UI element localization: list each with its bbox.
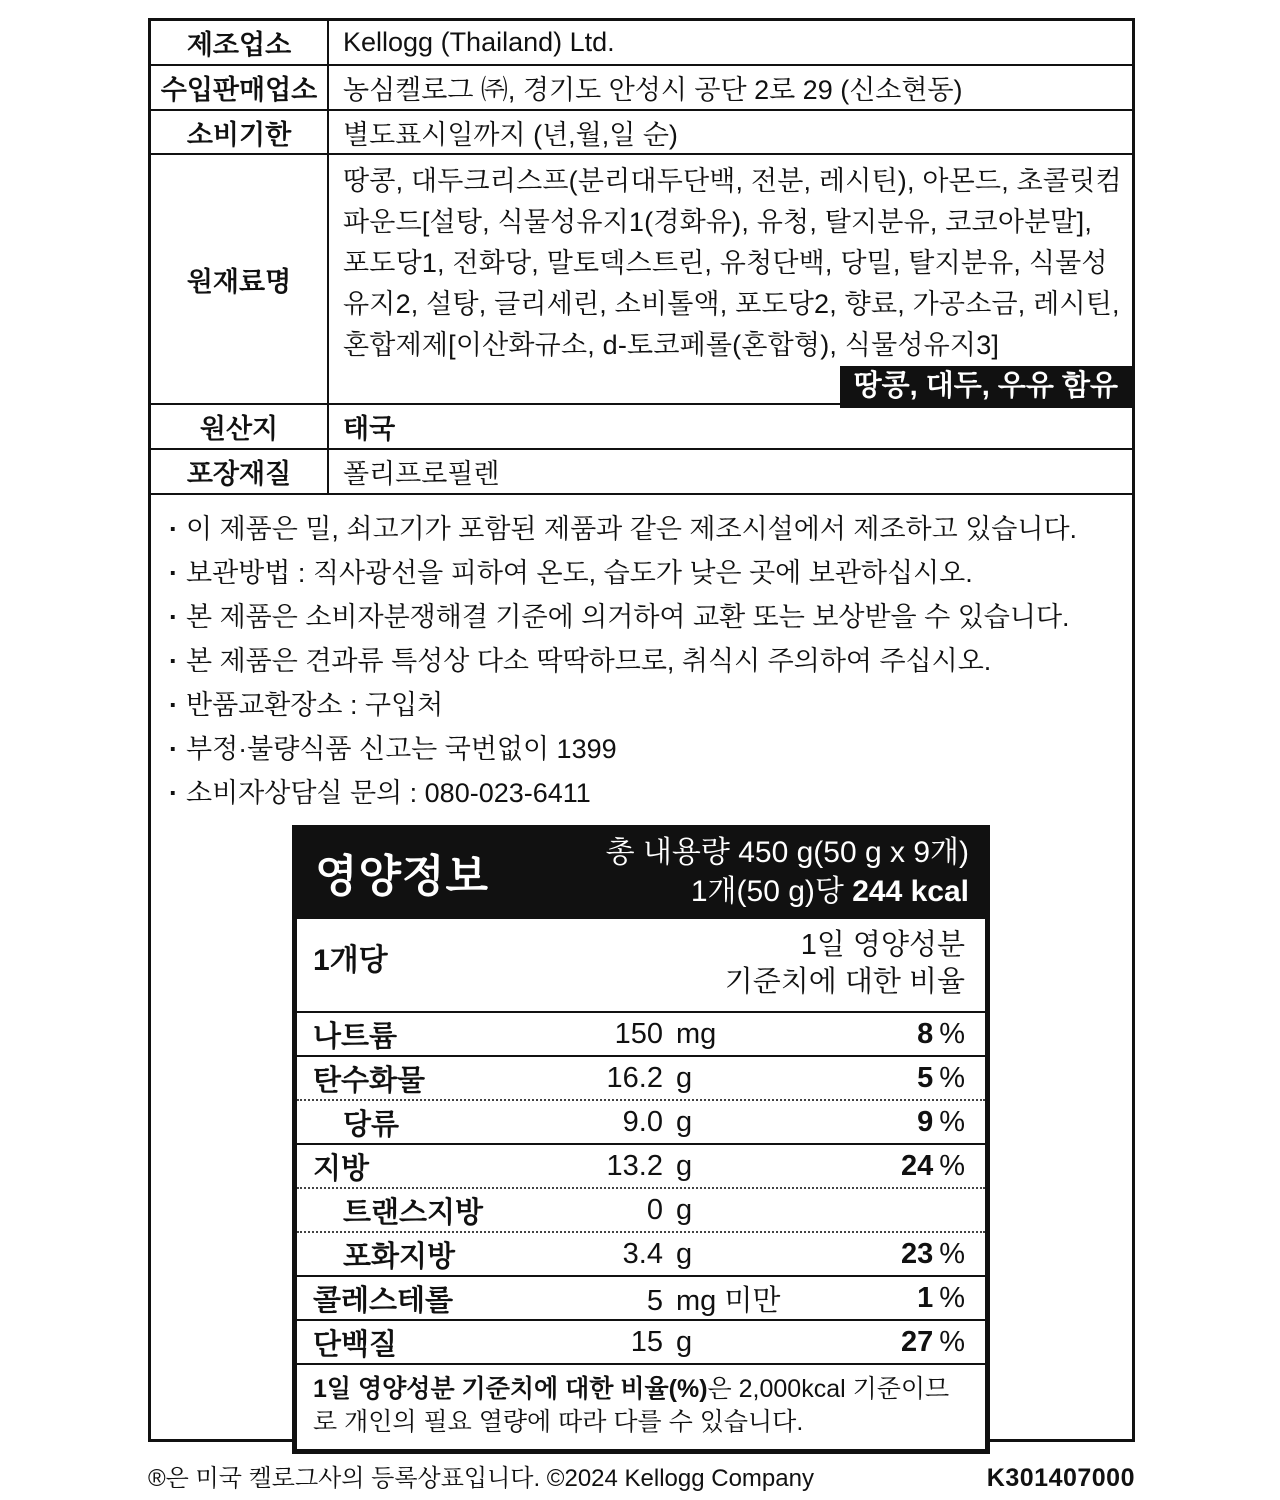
note-item	[165, 727, 1114, 771]
percent-value: 23	[900, 1237, 934, 1270]
nutrient-row	[297, 1143, 985, 1187]
nutrient-percent	[917, 1062, 965, 1095]
table-row	[151, 405, 1132, 450]
note-item	[165, 771, 1114, 815]
nutrient-name: 콜레스테롤	[313, 1284, 454, 1317]
nutrition-per-serving	[606, 872, 969, 911]
percent-value: 1	[917, 1281, 934, 1314]
amount-value: 9.0	[622, 1105, 663, 1138]
row-label: 수입판매업소	[151, 66, 329, 109]
note-text: · 본 제품은 소비자분쟁해결 기준에 의거하여 교환 또는 보상받을 수 있습니다.	[186, 602, 1070, 632]
percent-sign: %	[939, 1149, 965, 1182]
nutrient-row	[297, 1319, 985, 1363]
nutrient-percent	[917, 1106, 965, 1139]
amount-unit: g	[676, 1325, 693, 1358]
percent-sign: %	[939, 1237, 965, 1270]
percent-sign: %	[939, 1017, 965, 1050]
per-serving-kcal: 244 kcal	[852, 875, 969, 908]
amount-value: 5	[646, 1284, 663, 1317]
daily-ref-label	[725, 927, 965, 1001]
amount-value: 16.2	[606, 1061, 663, 1094]
footnote-bold: 1일 영양성분 기준치에 대한 비율(%)	[313, 1375, 708, 1403]
row-value: 태국	[343, 414, 396, 444]
nutrient-amount	[571, 1194, 781, 1227]
amount-value: 15	[630, 1325, 663, 1358]
table-row	[151, 111, 1132, 155]
nutrient-percent	[901, 1238, 965, 1271]
table-row	[151, 66, 1132, 111]
footer-code: K301407000	[986, 1464, 1135, 1492]
percent-value: 5	[917, 1061, 934, 1094]
nutrient-amount	[571, 1150, 781, 1183]
nutrient-percent	[917, 1018, 965, 1051]
nutrient-name: 당류	[343, 1108, 400, 1141]
nutrient-percent	[959, 1194, 965, 1227]
nutrition-body	[297, 919, 985, 1449]
page-footer	[148, 1458, 1135, 1493]
amount-unit: g	[676, 1061, 693, 1094]
serving-label: 1개당	[313, 944, 388, 977]
footnote-rest: 은 2,000kcal 기준이므로 개인의 필요 열량에 따라 다를 수 있습니다.	[313, 1375, 950, 1436]
nutrition-amounts	[606, 833, 969, 911]
nutrient-name: 포화지방	[343, 1240, 456, 1273]
table-row	[151, 450, 1132, 495]
nutrient-amount	[571, 1238, 781, 1271]
percent-sign: %	[939, 1061, 965, 1094]
amount-unit: g	[676, 1149, 693, 1182]
nutrient-name: 탄수화물	[313, 1064, 426, 1097]
amount-value: 3.4	[622, 1237, 663, 1270]
row-value: 농심켈로그 ㈜, 경기도 안성시 공단 2로 29 (신소현동)	[343, 75, 963, 105]
amount-value: 13.2	[606, 1149, 663, 1182]
percent-sign: %	[939, 1325, 965, 1358]
ingredients-cell	[329, 155, 1132, 403]
nutrition-panel	[292, 825, 990, 1454]
amount-unit: g	[676, 1193, 693, 1226]
note-item	[165, 507, 1114, 551]
percent-value: 9	[917, 1105, 934, 1138]
note-item	[165, 639, 1114, 683]
note-item	[165, 551, 1114, 595]
note-item	[165, 595, 1114, 639]
footer-trademark: ®은 미국 켈로그사의 등록상표입니다. ©2024 Kellogg Company	[148, 1465, 814, 1492]
nutrient-name: 트랜스지방	[343, 1196, 484, 1229]
note-text: · 이 제품은 밀, 쇠고기가 포함된 제품과 같은 제조시설에서 제조하고 있습니다.	[186, 514, 1078, 544]
amount-unit: mg	[676, 1017, 717, 1050]
amount-unit: mg 미만	[676, 1284, 781, 1317]
percent-value: 27	[900, 1325, 934, 1358]
row-label: 포장재질	[151, 450, 329, 493]
nutrition-footnote	[297, 1363, 985, 1449]
nutrient-name: 나트륨	[313, 1020, 398, 1053]
row-value: 폴리프로필렌	[343, 459, 500, 489]
notes-list	[151, 495, 1132, 815]
row-label: 소비기한	[151, 111, 329, 153]
note-item	[165, 683, 1114, 727]
allergen-badge-line	[343, 366, 1132, 408]
nutrient-amount	[571, 1278, 781, 1319]
daily-ref-line2: 기준치에 대한 비율	[724, 966, 965, 998]
daily-ref-line1: 1일 영양성분	[800, 929, 965, 961]
row-label: 원산지	[151, 405, 329, 448]
ingredients-text: 땅콩, 대두크리스프(분리대두단백, 전분, 레시틴), 아몬드, 초콜릿컴파운드[설탕, 식물성유지1(경화유), 유청, 탈지분유, 코코아분말], 포도당1, 전화당, 말토덱스트린, 유청단백, 당밀, 탈지분유, 식물성유지2, 설탕, 글리세린, 소비톨액, 포도당2, 향료, 가공소금, 레시틴, 혼합제제[이산화규소, d-토코페롤(혼합형), 식물성유지3]	[343, 166, 1122, 360]
row-label: 원재료명	[151, 155, 329, 403]
product-label-sheet	[148, 18, 1135, 1442]
nutrient-name: 단백질	[313, 1328, 398, 1361]
table-row	[151, 21, 1132, 66]
nutrient-row	[297, 1231, 985, 1275]
nutrient-row	[297, 1055, 985, 1099]
row-value: 별도표시일까지 (년,월,일 순)	[343, 119, 678, 150]
note-text: · 부정·불량식품 신고는 국번없이 1399	[186, 734, 617, 764]
amount-unit: g	[676, 1105, 693, 1138]
note-text: · 반품교환장소 : 구입처	[186, 690, 444, 720]
nutrient-percent	[901, 1150, 965, 1183]
percent-sign: %	[939, 1105, 965, 1138]
nutrient-row	[297, 1187, 985, 1231]
ingredients-row	[151, 155, 1132, 405]
nutrient-row	[297, 1275, 985, 1319]
nutrition-total: 총 내용량 450 g(50 g x 9개)	[605, 836, 969, 869]
row-label: 제조업소	[151, 21, 329, 64]
percent-value: 8	[917, 1017, 934, 1050]
percent-sign: %	[939, 1281, 965, 1314]
nutrient-row	[297, 1011, 985, 1055]
amount-unit: g	[676, 1237, 693, 1270]
nutrient-name: 지방	[313, 1152, 370, 1185]
row-value: Kellogg (Thailand) Ltd.	[343, 27, 615, 57]
percent-value: 24	[900, 1149, 934, 1182]
nutrient-amount	[571, 1326, 781, 1359]
nutrient-amount	[571, 1062, 781, 1095]
nutrient-row	[297, 1099, 985, 1143]
nutrient-percent	[917, 1282, 965, 1315]
per-serving-prefix: 1개(50 g)당	[690, 875, 853, 908]
nutrition-header	[297, 825, 985, 919]
nutrition-title: 영양정보	[315, 852, 490, 901]
nutrition-col-header	[297, 919, 985, 1011]
nutrient-percent	[901, 1326, 965, 1359]
allergen-badge: 땅콩, 대두, 우유 함유	[840, 366, 1132, 408]
note-text: · 본 제품은 견과류 특성상 다소 딱딱하므로, 취식시 주의하여 주십시오.	[186, 646, 992, 676]
nutrient-amount	[571, 1106, 781, 1139]
nutrient-amount	[571, 1018, 781, 1051]
amount-value: 0	[646, 1193, 663, 1226]
amount-value: 150	[614, 1017, 663, 1050]
note-text: · 소비자상담실 문의 : 080-023-6411	[186, 778, 591, 808]
note-text: · 보관방법 : 직사광선을 피하여 온도, 습도가 낮은 곳에 보관하십시오.	[186, 558, 973, 588]
